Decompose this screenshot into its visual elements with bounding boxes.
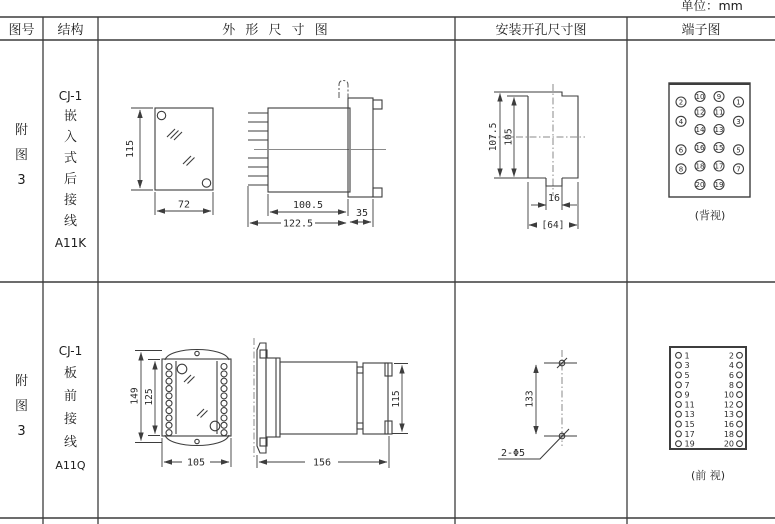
terminal-number: 1 xyxy=(684,351,690,361)
dim-16: 16 xyxy=(547,193,561,204)
terminal-number: 15 xyxy=(714,144,724,152)
structure-model: CJ-1 xyxy=(58,344,83,358)
structure-code: A11Q xyxy=(55,459,86,472)
terminal-number: 17 xyxy=(684,429,695,439)
a11q-side-view-drawing xyxy=(254,338,408,469)
dim-156: 156 xyxy=(312,457,332,469)
structure-char: 接 xyxy=(63,412,77,427)
terminal-number: 11 xyxy=(684,400,695,410)
terminal-number: 7 xyxy=(736,165,741,174)
header-terminal: 端子图 xyxy=(681,23,721,38)
terminal-number: 5 xyxy=(684,370,690,380)
structure-char: 接 xyxy=(63,193,77,208)
terminal-number: 8 xyxy=(678,165,684,174)
terminal-number: 14 xyxy=(695,126,705,134)
a11k-front-view-drawing xyxy=(125,108,213,215)
structure-char: 式 xyxy=(63,151,77,166)
a11q-terminal-diagram xyxy=(670,347,746,482)
terminal-number: 13 xyxy=(684,410,695,420)
terminal-number: 6 xyxy=(678,146,684,155)
dim-133: 133 xyxy=(524,390,536,408)
terminal-number: 5 xyxy=(736,146,741,155)
figure-char: 图 xyxy=(14,148,28,163)
structure-code: A11K xyxy=(54,236,87,250)
a11k-mounting-hole-drawing xyxy=(488,84,585,231)
structure-char: 嵌 xyxy=(63,109,77,124)
terminal-number: 9 xyxy=(684,390,690,400)
terminal-number: 3 xyxy=(736,117,741,126)
dim-105-w: 105 xyxy=(186,457,206,469)
terminal-number: 17 xyxy=(714,162,724,171)
dim-149: 149 xyxy=(129,387,141,405)
terminal-number: 12 xyxy=(695,108,705,117)
terminal-number: 13 xyxy=(714,126,724,134)
dim-100-5: 100.5 xyxy=(292,200,324,211)
dim-35: 35 xyxy=(355,208,369,219)
terminal-number: 9 xyxy=(716,93,722,101)
terminal-number: 10 xyxy=(723,390,734,400)
terminal-number: 2 xyxy=(728,351,734,361)
dim-115-r2: 115 xyxy=(391,390,402,408)
terminal-number: 20 xyxy=(723,439,734,449)
terminal-number: 12 xyxy=(723,400,734,410)
terminal-number: 15 xyxy=(684,420,695,430)
terminal-number: 6 xyxy=(728,370,734,380)
dim-125: 125 xyxy=(144,388,155,406)
terminal-number: 7 xyxy=(684,380,690,390)
figure-char: 附 xyxy=(14,123,28,138)
terminal-number: 8 xyxy=(728,380,734,390)
structure-char: 前 xyxy=(63,389,77,404)
terminal-number: 4 xyxy=(728,361,734,371)
structure-char: 线 xyxy=(63,435,77,450)
dim-122-5: 122.5 xyxy=(282,218,314,230)
figure-char: 3 xyxy=(17,424,26,439)
a11k-side-view-drawing xyxy=(248,81,386,230)
terminal-number: 11 xyxy=(714,108,724,117)
terminal-number: 3 xyxy=(684,361,690,371)
terminal-number: 19 xyxy=(714,181,724,189)
table-grid xyxy=(0,17,775,524)
front-view-label: (前 视) xyxy=(690,469,726,482)
terminal-number: 16 xyxy=(695,144,705,152)
header-structure: 结构 xyxy=(57,23,84,38)
terminal-number: 20 xyxy=(695,181,705,189)
terminal-number: 19 xyxy=(684,439,695,449)
terminal-number: 2 xyxy=(678,98,684,107)
rear-view-label: (背视) xyxy=(694,209,726,222)
figure-char: 3 xyxy=(17,173,26,188)
terminal-number: 1 xyxy=(736,98,741,107)
structure-char: 后 xyxy=(63,172,77,187)
terminal-number: 18 xyxy=(695,162,705,171)
structure-char: 入 xyxy=(63,130,77,145)
terminal-number: 18 xyxy=(723,429,734,439)
terminal-number: 13 xyxy=(723,410,734,420)
a11k-terminal-diagram xyxy=(669,83,750,222)
header-outline: 外 形 尺 寸 图 xyxy=(222,23,331,38)
dim-115: 115 xyxy=(125,139,136,159)
header-figure-no: 图号 xyxy=(8,23,35,38)
terminal-number: 4 xyxy=(678,117,684,126)
a11q-mounting-hole-drawing xyxy=(498,350,577,459)
dim-64: [64] xyxy=(541,220,565,231)
dim-107-5: 107.5 xyxy=(488,122,499,152)
structure-char: 线 xyxy=(63,214,77,229)
unit-label: 单位：mm xyxy=(681,0,743,13)
hole-spec-label: 2-Φ5 xyxy=(500,448,526,459)
a11q-front-view-drawing xyxy=(130,350,232,469)
terminal-number: 16 xyxy=(723,420,734,430)
terminal-number: 10 xyxy=(695,93,705,101)
figure-char: 图 xyxy=(14,399,28,414)
structure-char: 板 xyxy=(63,366,77,381)
dim-105: 105 xyxy=(503,128,515,146)
header-mounting: 安装开孔尺寸图 xyxy=(495,23,587,38)
structure-model: CJ-1 xyxy=(58,89,83,103)
figure-char: 附 xyxy=(14,374,28,389)
dim-72: 72 xyxy=(177,199,191,211)
